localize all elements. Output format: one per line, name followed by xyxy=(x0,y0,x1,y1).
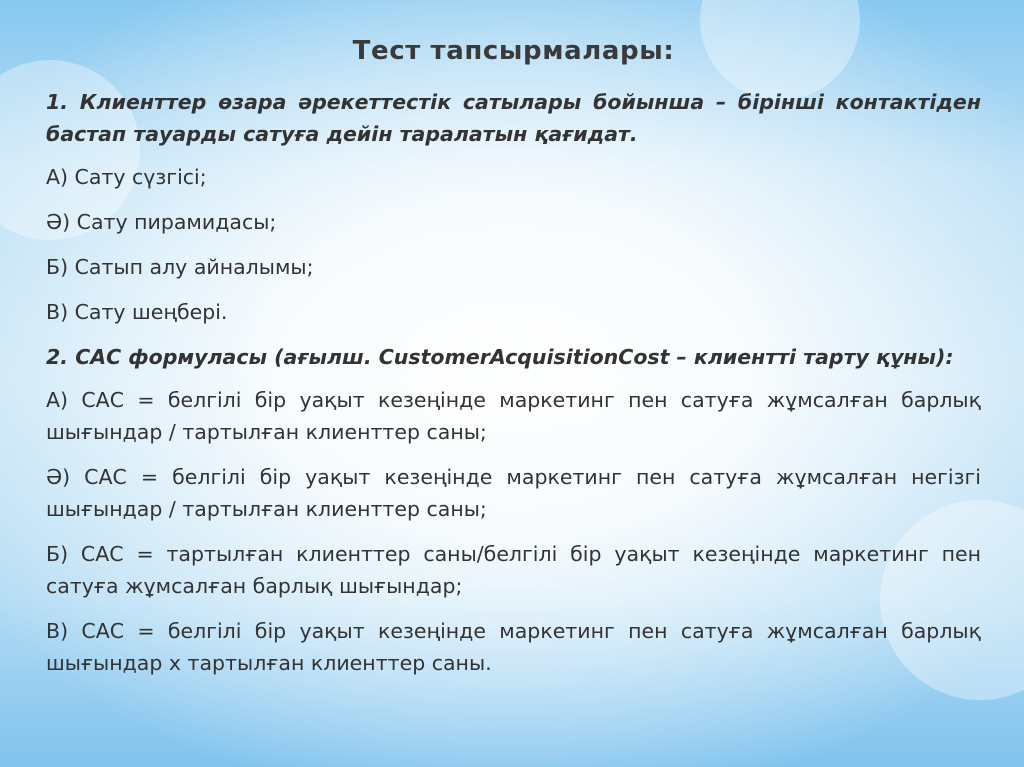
question-1-option-v: В) Сату шеңбері. xyxy=(46,300,228,324)
question-1-option-ae: Ә) Сату пирамидасы; xyxy=(46,210,277,234)
slide-content xyxy=(46,36,981,692)
question-2-option-ae: Ә) САС = белгілі бір уақыт кезеңінде маркетинг пен сатуға жұмсалған негізгі шығындар / тартылған клиенттер саны; xyxy=(46,465,981,521)
question-1: 1. Клиенттер өзара әрекеттестік сатылары бойынша – бірінші контактіден бастап тауарды сатуға дейін таралатын қағидат. xyxy=(46,90,981,146)
question-2-option-b: Б) САС = тартылған клиенттер саны/белгілі бір уақыт кезеңінде маркетинг пен сатуға жұмсалған барлық шығындар; xyxy=(46,542,981,598)
question-2: 2. САС формуласы (ағылш. CustomerAcquisitionCost – клиентті тарту құны): xyxy=(46,345,954,369)
question-1-option-a: А) Сату сүзгісі; xyxy=(46,165,207,189)
question-2-option-a: А) САС = белгілі бір уақыт кезеңінде маркетинг пен сатуға жұмсалған барлық шығындар / тартылған клиенттер саны; xyxy=(46,388,981,444)
question-2-option-v: В) САС = белгілі бір уақыт кезеңінде маркетинг пен сатуға жұмсалған барлық шығындар х тартылған клиенттер саны. xyxy=(46,619,981,675)
slide-title: Тест тапсырмалары: xyxy=(352,36,675,66)
question-1-option-b: Б) Сатып алу айналымы; xyxy=(46,255,314,279)
